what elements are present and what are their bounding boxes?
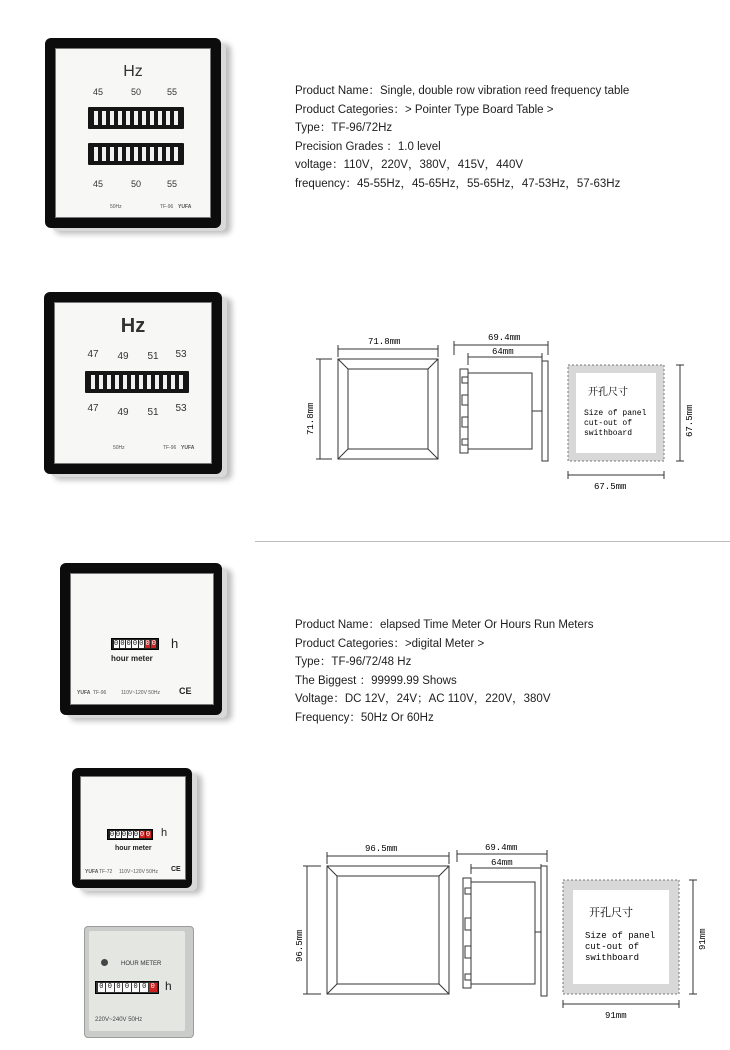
meter-face	[54, 302, 212, 464]
meter-face	[55, 48, 211, 218]
meter-title: HOUR METER	[121, 961, 162, 967]
double-reed-frequency-meter-photo	[45, 38, 221, 228]
body-dimension: 64mm	[491, 858, 513, 868]
cutout-line: cut-out of	[584, 419, 633, 428]
scale-label: 50	[130, 179, 142, 189]
meter-face	[70, 573, 214, 705]
meter-model-text: TF-96	[163, 445, 177, 451]
meter-model-text: TF-96	[93, 690, 107, 696]
unit-h: h	[161, 827, 168, 839]
meter-model-text: TF-96	[160, 204, 174, 210]
hour-meter-small-photo	[72, 768, 192, 888]
meter-rating-text: 110V~120V 50Hz	[121, 690, 160, 696]
reed-row-top	[88, 107, 184, 129]
scale-label: 47	[87, 349, 99, 360]
height-dimension: 71.8mm	[306, 402, 316, 435]
unit-h: h	[165, 979, 172, 993]
spec-row: Type：TF-96/72Hz	[295, 122, 393, 134]
meter-freq-text: 50Hz	[110, 204, 122, 210]
spec-block-reed-meter	[295, 82, 629, 193]
meter-model-text: TF-72	[99, 869, 113, 875]
scale-label: 49	[117, 351, 129, 362]
front-view-outline	[338, 359, 438, 459]
depth-dimension: 69.4mm	[488, 333, 521, 343]
front-view-inner	[337, 876, 439, 984]
spec-block-hour-meter	[295, 616, 593, 727]
spec-row: Product Name：Single, double row vibration reed frequency table	[295, 85, 630, 97]
cutout-width: 91mm	[605, 1011, 627, 1021]
scale-label: 45	[92, 87, 104, 97]
cutout-line: Size of panel	[584, 409, 647, 418]
scale-label: 45	[92, 179, 104, 189]
front-view-outline	[327, 866, 449, 994]
cutout-line: swithboard	[585, 953, 640, 963]
ce-mark: CE	[171, 866, 181, 873]
meter-brand-text: YUFA	[77, 690, 91, 696]
front-view-inner	[348, 369, 428, 449]
single-reed-frequency-meter-photo	[44, 292, 222, 474]
cutout-line: cut-out of	[585, 942, 640, 952]
spec-row: Precision Grades ：1.0 level	[295, 140, 441, 153]
scale-label: 47	[87, 403, 99, 414]
reed-row	[85, 371, 189, 393]
spec-row: Product Categories：>digital Meter >	[295, 637, 485, 650]
cutout-title: 开孔尺寸	[589, 908, 633, 920]
digit-counter: 0 0 0 0 0 0 0	[111, 638, 159, 650]
cutout-width: 67.5mm	[594, 482, 627, 492]
cutout-line: Size of panel	[585, 931, 656, 941]
hour-meter-label: hour meter	[115, 845, 152, 852]
depth-dimension: 69.4mm	[485, 843, 518, 853]
cutout-height: 91mm	[698, 928, 708, 950]
spec-row: Type：TF-96/72/48 Hz	[295, 656, 412, 668]
meter-brand-text: YUFA	[178, 204, 192, 210]
height-dimension: 96.5mm	[295, 929, 305, 962]
scale-label: 49	[117, 407, 129, 418]
ce-mark: CE	[179, 686, 192, 696]
spec-row: Frequency：50Hz Or 60Hz	[295, 711, 434, 724]
width-dimension: 71.8mm	[368, 337, 401, 347]
spec-row: The Biggest ：99999.99 Shows	[295, 674, 457, 687]
spec-row: frequency：45-55Hz，45-65Hz，55-65Hz，47-53Hz，57-63Hz	[295, 177, 621, 190]
scale-label: 51	[147, 351, 159, 362]
spec-row: Product Name：elapsed Time Meter Or Hours Run Meters	[295, 619, 594, 631]
meter-unit-label: Hz	[120, 315, 146, 337]
scale-label: 53	[175, 349, 187, 360]
hour-meter-photo	[60, 563, 222, 715]
indicator-led	[101, 959, 108, 966]
digit-counter: 0 0 0 0 0 0 0	[95, 981, 159, 994]
hour-meter-label: hour meter	[111, 654, 153, 663]
meter-brand-text: YUFA	[85, 869, 99, 875]
scale-label: 50	[130, 87, 142, 97]
unit-h: h	[171, 636, 179, 651]
scale-label: 53	[175, 403, 187, 414]
cutout-line: swithboard	[584, 429, 633, 438]
dimension-drawing-72	[300, 325, 700, 500]
scale-label: 55	[166, 87, 178, 97]
meter-face	[89, 931, 185, 1031]
section-divider	[255, 541, 730, 542]
digit-counter: 0 0 0 0 0 0 0	[107, 829, 153, 840]
meter-rating-text: 220V~240V 50Hz	[95, 1017, 143, 1023]
meter-brand-text: YUFA	[181, 445, 195, 451]
scale-label: 55	[166, 179, 178, 189]
spec-row: voltage：110V，220V，380V，415V，440V	[295, 159, 524, 171]
spec-row: Voltage：DC 12V，24V；AC 110V，220V，380V	[295, 693, 551, 705]
spec-row: Product Categories：> Pointer Type Board Table >	[295, 103, 554, 116]
scale-label: 51	[147, 407, 159, 418]
body-dimension: 64mm	[492, 347, 514, 357]
meter-unit-label: Hz	[123, 63, 143, 80]
meter-face	[80, 776, 186, 880]
grey-hour-meter-photo	[84, 926, 194, 1038]
meter-freq-text: 50Hz	[113, 445, 125, 451]
width-dimension: 96.5mm	[365, 844, 398, 854]
meter-rating-text: 110V~120V 50Hz	[119, 869, 158, 875]
dimension-drawing-96	[295, 838, 715, 1023]
reed-row-bottom	[88, 143, 184, 165]
cutout-height: 67.5mm	[685, 404, 695, 437]
cutout-title: 开孔尺寸	[588, 388, 628, 399]
